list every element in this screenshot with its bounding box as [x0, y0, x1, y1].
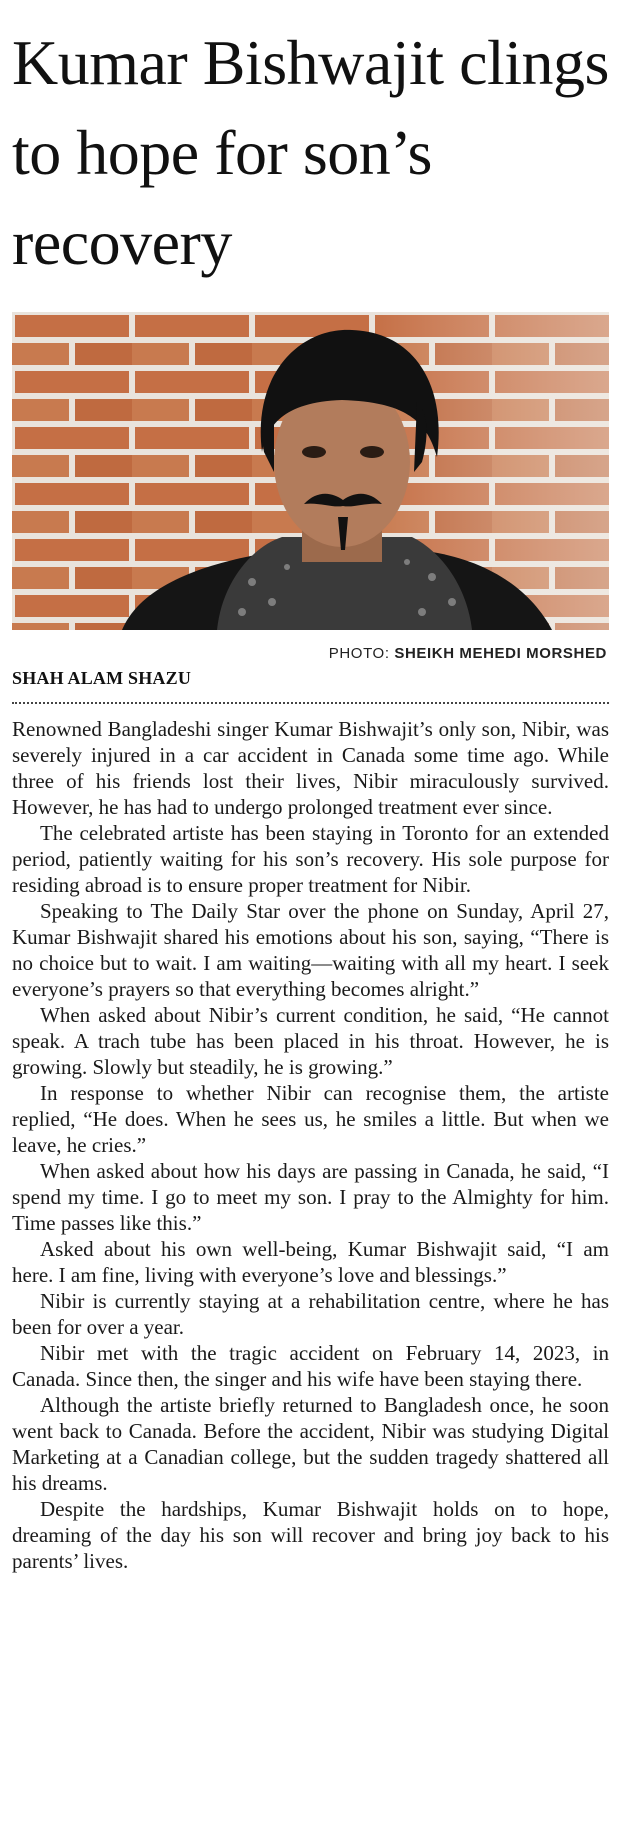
paragraph: Asked about his own well-being, Kumar Bishwajit said, “I am here. I am fine, living with everyone’s love and blessings.”: [12, 1237, 609, 1287]
portrait-photo: [12, 312, 609, 630]
photo-credit-name: SHEIKH MEHEDI MORSHED: [394, 645, 607, 662]
paragraph: Nibir is currently staying at a rehabilitation centre, where he has been for over a year.: [12, 1289, 609, 1339]
portrait-illustration: [12, 312, 609, 630]
paragraph: Nibir met with the tragic accident on February 14, 2023, in Canada. Since then, the singer and his wife have been staying there.: [12, 1341, 609, 1391]
paragraph: Speaking to The Daily Star over the phone on Sunday, April 27, Kumar Bishwajit shared his emotions about his son, saying, “There is no choice but to wait. I am waiting—waiting with all my heart. I seek everyone’s prayers so that everything becomes alright.”: [12, 899, 609, 1001]
paragraph: In response to whether Nibir can recognise them, the artiste replied, “He does. When he sees us, he smiles a little. But when we leave, he cries.”: [12, 1081, 609, 1157]
paragraph: When asked about how his days are passing in Canada, he said, “I spend my time. I go to meet my son. I pray to the Almighty for him. Time passes like this.”: [12, 1159, 609, 1235]
paragraph: The celebrated artiste has been staying in Toronto for an extended period, patiently waiting for his son’s recovery. His sole purpose for residing abroad is to ensure proper treatment for Nibir.: [12, 821, 609, 897]
photo-credit-prefix: PHOTO:: [328, 645, 395, 662]
paragraph: Despite the hardships, Kumar Bishwajit holds on to hope, dreaming of the day his son will recover and bring joy back to his parents’ lives.: [12, 1497, 609, 1573]
article-body: [12, 716, 609, 1574]
headline: Kumar Bishwajit clings to hope for son’s recovery: [12, 27, 609, 278]
paragraph: Renowned Bangladeshi singer Kumar Bishwajit’s only son, Nibir, was severely injured in a car accident in Canada some time ago. While three of his friends lost their lives, Nibir miraculously survived. However, he has had to undergo prolonged treatment ever since.: [12, 717, 609, 819]
photo-credit: [329, 645, 607, 662]
paragraph: When asked about Nibir’s current condition, he said, “He cannot speak. A trach tube has been placed in his throat. However, he is growing. Slowly but steadily, he is growing.”: [12, 1003, 609, 1079]
byline: SHAH ALAM SHAZU: [12, 668, 192, 688]
paragraph: Although the artiste briefly returned to Bangladesh once, he soon went back to Canada. Before the accident, Nibir was studying Digital Marketing at a Canadian college, but the sudden tragedy shattered all his dreams.: [12, 1393, 609, 1495]
byline-divider: [12, 702, 609, 704]
